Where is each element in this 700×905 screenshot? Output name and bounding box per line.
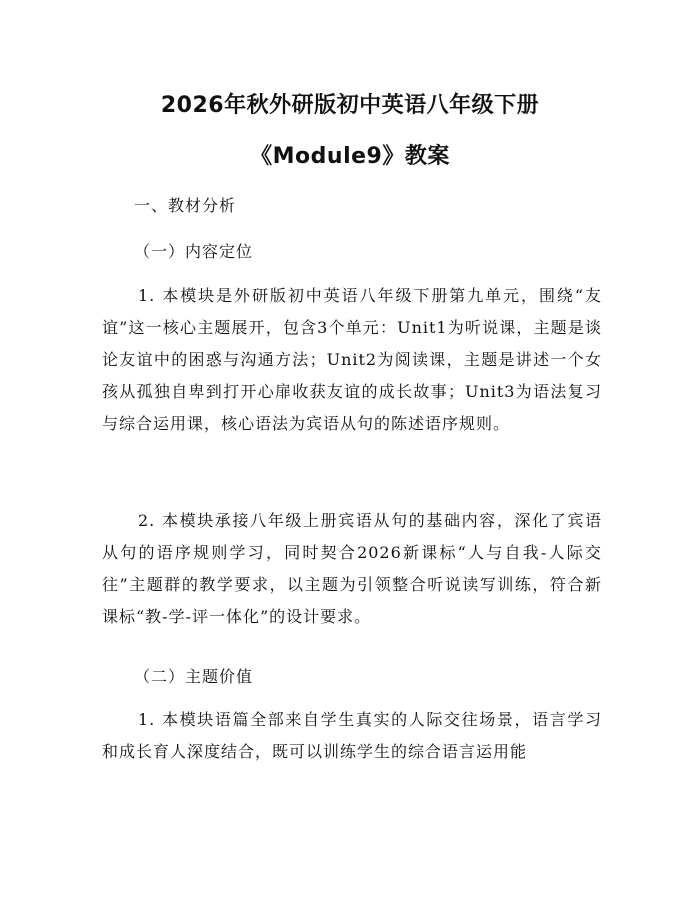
document-title-line-2: 《Module9》教案 (250, 144, 450, 169)
paragraph-module-connection: 2. 本模块承接八年级上册宾语从句的基础内容，深化了宾语从句的语序规则学习，同时契合2026新课标“人与自我-人际交往”主题群的教学要求，以主题为引领整合听说读写训练，符合新课标“教-学-评一体化”的设计要求。 (102, 511, 602, 626)
paragraph-module-overview: 1. 本模块是外研版初中英语八年级下册第九单元，围绕“友谊”这一核心主题展开，包含3个单元：Unit1为听说课，主题是谈论友谊中的困惑与沟通方法；Unit2为阅读课，主题是讲述一个女孩从孤独自卑到打开心扉收获友谊的成长故事；Unit3为语法复习与综合运用课，核心语法为宾语从句的陈述语序规则。 (102, 286, 602, 433)
subsection-heading-content-positioning: （一）内容定位 (134, 242, 254, 261)
paragraph-theme-value: 1. 本模块语篇全部来自学生真实的人际交往场景，语言学习和成长育人深度结合，既可以训练学生的综合语言运用能 (102, 710, 602, 761)
section-heading-textbook-analysis: 一、教材分析 (134, 196, 237, 215)
subsection-heading-theme-value: （二）主题价值 (134, 667, 254, 686)
document-title-line-1: 2026年秋外研版初中英语八年级下册 (160, 93, 540, 118)
